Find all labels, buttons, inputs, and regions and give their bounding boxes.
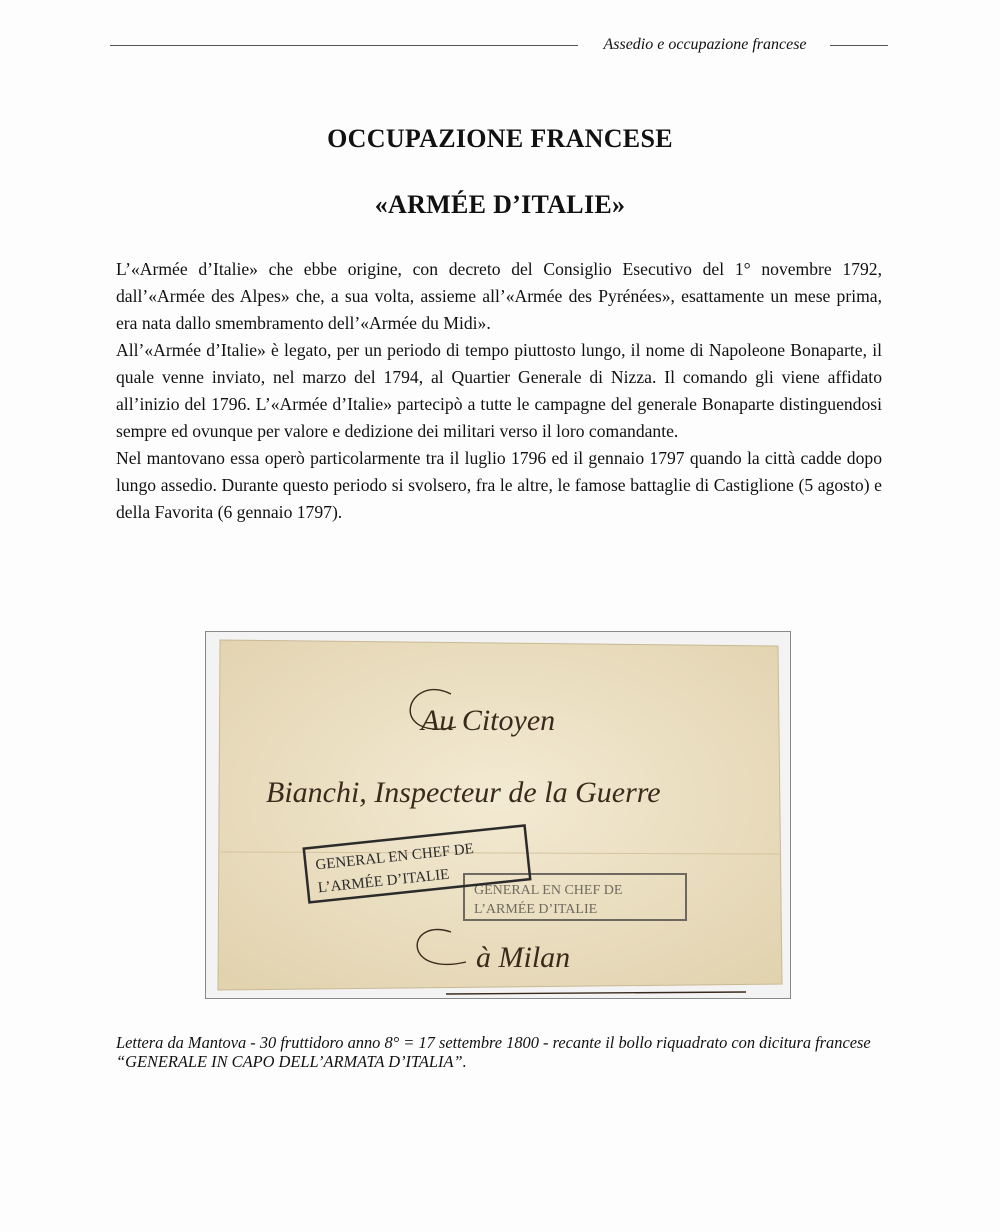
header-rule-right (830, 45, 888, 46)
paragraph-3: Nel mantovano essa operò particolarmente tra il luglio 1796 ed il gennaio 1797 quando la città cadde dopo lungo assedio. Durante questo periodo si svolsero, fra le altre, le famose battaglie di Castiglione (5 agosto) e della Favorita (6 gennaio 1797). (116, 448, 882, 522)
paragraph-2: All’«Armée d’Italie» è legato, per un periodo di tempo piuttosto lungo, il nome di Napoleone Bonaparte, il quale venne inviato, nel marzo del 1794, al Quartier Generale di Nizza. Il comando gli viene affidato all’inizio del 1796. L’«Armée d’Italie» partecipò a tutte le campagne del generale Bonaparte distinguendosi sempre ed ovunque per valore e dedizione dei militari verso il loro comandante. (116, 340, 882, 441)
photo-caption: Lettera da Mantova - 30 fruttidoro anno 8° = 17 settembre 1800 - recante il bollo riquadrato con dicitura francese “GENERALE IN CAPO DELL’ARMATA D’ITALIA”. (116, 1033, 871, 1071)
header-rule-left (110, 45, 578, 46)
stamp2-line2: L’ARMÉE D’ITALIE (474, 902, 598, 917)
body-text (116, 256, 882, 526)
stamp1-line2: L’ARMÉE D’ITALIE (317, 866, 451, 897)
underline-flourish (446, 992, 746, 994)
paragraph-1: L’«Armée d’Italie» che ebbe origine, con decreto del Consiglio Esecutivo del 1° novembre 1792, dall’«Armée des Alpes» che, a sua volta, assieme all’«Armée des Pyrénées», esattamente un mese prima, era nata dallo smembramento dell’«Armée du Midi». (116, 259, 882, 333)
letter-paper (218, 640, 782, 990)
stamp2-line1: GENERAL EN CHEF DE (474, 883, 623, 898)
letter-illustration (206, 632, 790, 998)
script-address-1: Au Citoyen (421, 704, 556, 737)
running-title: Assedio e occupazione francese (603, 36, 807, 53)
page-subtitle: «ARMÉE D’ITALIE» (374, 190, 626, 219)
page-title: OCCUPAZIONE FRANCESE (327, 124, 673, 153)
script-address-2: Bianchi, Inspecteur de la Guerre (266, 776, 661, 809)
running-header (110, 34, 888, 56)
script-address-3: à Milan (476, 941, 571, 974)
stamp1-line1: GENERAL EN CHEF DE (314, 840, 475, 874)
letter-photo (205, 631, 791, 999)
